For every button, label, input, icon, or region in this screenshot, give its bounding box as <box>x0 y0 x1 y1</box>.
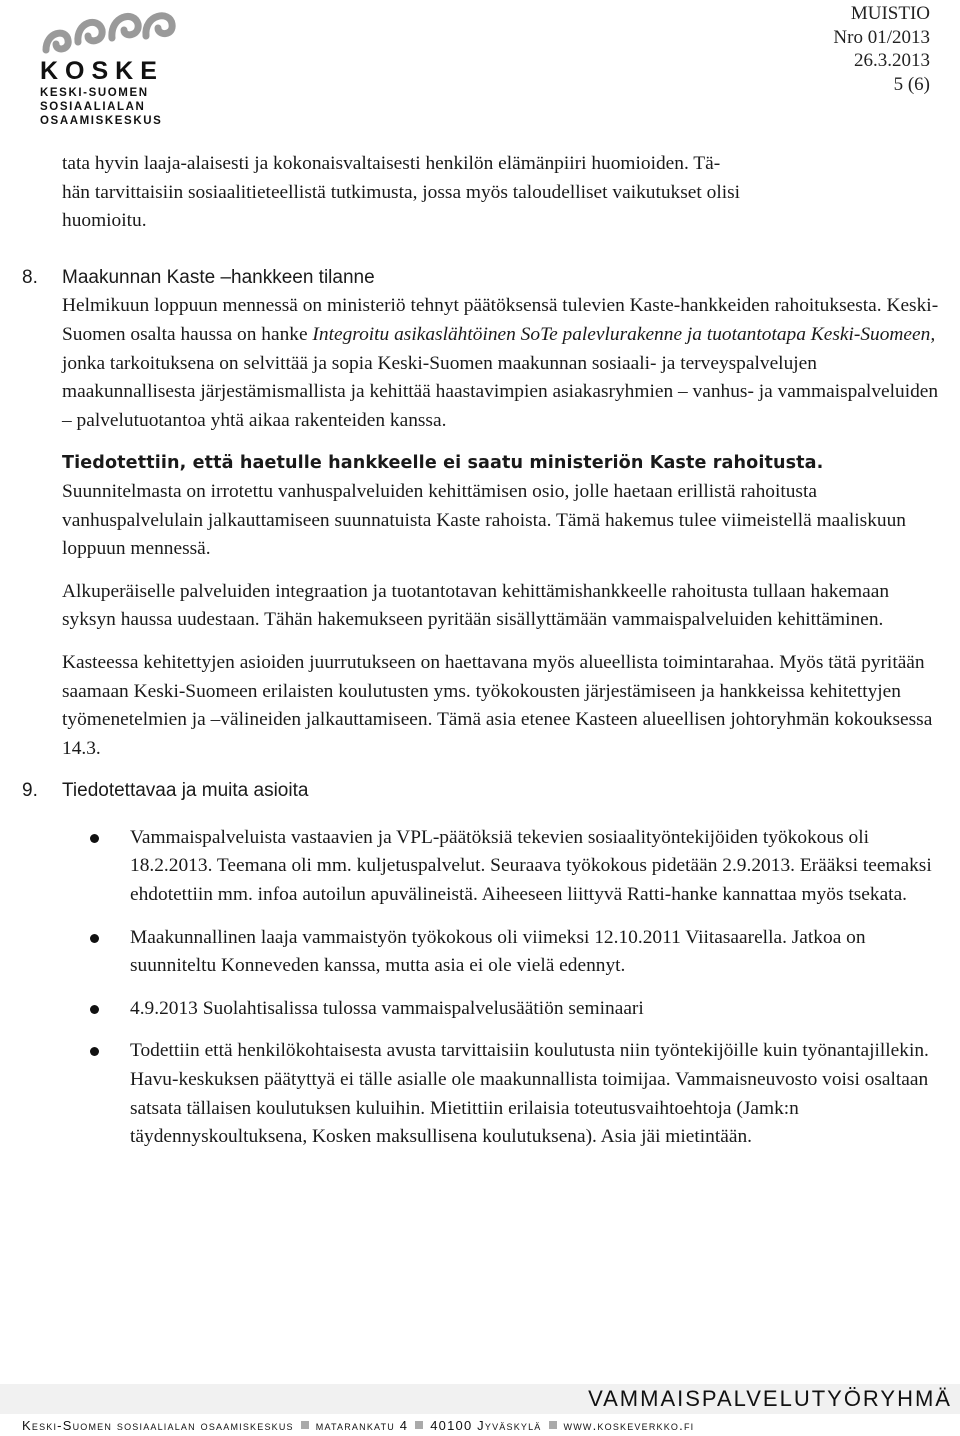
footer-city: 40100 Jyväskylä <box>430 1418 542 1433</box>
list-item-text: Maakunnallinen laaja vammaistyön työkokous oli viimeksi 12.10.2011 Viitasaarella. Jatkoa on suunniteltu Konneveden kanssa, mutta asia ei ole vielä edennyt. <box>130 926 866 977</box>
list-item-text: 4.9.2013 Suolahtisalissa tulossa vammaispalvelusäätiön seminaari <box>130 997 644 1019</box>
paragraph-text: jonka tarkoituksena on selvittää ja sopia Keski-Suomen maakunnan sosiaali- ja terveyspalvelujen maakunnallisesta järjestämismallista ja kehittää haastavimpien asiakasryhmien – vanhus- ja vammaispalveluiden – palvelutuotantoa yhtä aikaa rakenteiden kanssa. <box>62 352 939 431</box>
footer-address: matarankatu 4 <box>315 1418 409 1433</box>
section-8-paragraph-2: Suunnitelmasta on irrotettu vanhuspalveluiden kehittämisen osio, jolle haetaan erillistä rahoitusta vanhuspalvelulain jalkauttamiseen suunnatuista Kaste rahoista. Tämä hakemus tulee viimeistellä maaliskuun loppuun mennessä. <box>62 480 906 560</box>
funding-decision-statement: Tiedotettiin, että haetulle hankkeelle ei saatu ministeriön Kaste rahoitusta. <box>62 453 824 474</box>
logo-wordmark: KOSKE <box>40 57 164 85</box>
section-8-paragraph-1 <box>62 292 940 435</box>
bullet-icon <box>90 1047 99 1056</box>
list-item <box>130 995 940 1024</box>
section-8-paragraph-3: Alkuperäiselle palveluiden integraation ja tuotantotavan kehittämishankkeelle rahoitusta tullaan hakemaan syksyn haussa uudestaan. Tähän hakemukseen pyritään sisällyttämään vammaispalveluiden kehittäminen. <box>62 580 890 631</box>
logo-line-3: OSAAMISKESKUS <box>40 115 163 127</box>
text-line: hän tarvittaisiin sosiaalitieteellistä tutkimusta, jossa myös taloudelliset vaikutukset olisi <box>62 181 741 203</box>
bullet-icon <box>90 834 99 843</box>
bullet-icon <box>90 934 99 943</box>
list-item <box>130 824 940 910</box>
list-item-text: Vammaispalveluista vastaavien ja VPL-päätöksiä tekevien sosiaalityöntekijöiden työkokous oli 18.2.2013. Teemana oli mm. kuljetuspalvelut. Seuraava työkokous pidetään 2.9.2013. Erääksi teemaksi ehdotettiin mm. infoa autoilun apuvälineistä. Aiheeseen liittyvä Ratti-hanke kannattaa myös tsekata. <box>130 826 932 906</box>
logo-line-2: SOSIAALIALAN <box>40 101 146 113</box>
intro-paragraph <box>62 150 940 236</box>
section-title: Maakunnan Kaste –hankkeen tilanne <box>62 266 375 288</box>
list-item-text: Todettiin että henkilökohtaisesta avusta tarvittaisiin koulutusta niin työntekijöille kuin työnantajillekin. Havu-keskuksen päätyttyä ei tälle asialle ole maakunnallista toimijaa. Vammaisneuvosto voisi osaltaan satsata tällaisen koulutuksen kuluihin. Mietittiin erilaisia toteutusvaihtoehtoja (Jamk:n täydennyskoultuksena, Kosken maksullisena koulutuksena). Asia jäi mietintään. <box>130 1040 929 1148</box>
separator-square-icon <box>301 1421 309 1429</box>
footer-organization: Keski-Suomen sosiaalialan osaamiskeskus <box>22 1418 294 1433</box>
section-8-heading: 8. Maakunnan Kaste –hankkeen tilanne <box>22 266 375 288</box>
footer-contact-line <box>22 1418 952 1433</box>
document-header <box>833 2 930 96</box>
document-type: MUISTIO <box>850 3 930 24</box>
section-title: Tiedotettavaa ja muita asioita <box>62 780 309 802</box>
koske-logo <box>40 2 180 127</box>
document-body <box>22 150 940 1166</box>
list-item <box>130 924 940 981</box>
logo-line-1: KESKI-SUOMEN <box>40 87 149 99</box>
document-number: Nro 01/2013 <box>833 26 930 48</box>
page-number: 5 (6) <box>893 73 930 95</box>
footer-group-title: VAMMAISPALVELUTYÖRYHMÄ <box>588 1386 952 1411</box>
list-item <box>130 1037 940 1151</box>
project-name: Integroitu asikaslähtöinen SoTe palevlurakenne ja tuotantotapa Keski-Suomeen, <box>312 323 936 345</box>
announcements-list <box>62 824 940 1152</box>
spiral-ornament-icon <box>40 2 180 58</box>
footer-website: www.koskeverkko.fi <box>563 1418 695 1433</box>
separator-square-icon <box>549 1421 557 1429</box>
text-line: tata hyvin laaja-alaisesti ja kokonaisvaltaisesti henkilön elämänpiiri huomioiden. Tä- <box>62 153 721 174</box>
bullet-icon <box>90 1005 99 1014</box>
page-footer <box>0 1384 960 1436</box>
section-9-heading: 9. Tiedotettavaa ja muita asioita <box>22 780 309 802</box>
separator-square-icon <box>415 1421 423 1429</box>
text-line: huomioitu. <box>62 210 147 232</box>
section-8-paragraph-4: Kasteessa kehitettyjen asioiden juurrutukseen on haettavana myös alueellista toimintarahaa. Myös tätä pyritään saamaan Keski-Suomeen erilaisten koulutusten yms. työkokousten järjestämiseen ja hankkeissa kehitettyjen työmenetelmien ja –välineiden jalkauttamiseen. Tämä asia etenee Kasteen alueellisen johtoryhmän kokouksessa 14.3. <box>62 651 933 759</box>
document-date: 26.3.2013 <box>854 50 930 71</box>
paragraph-text: Helmikuun loppuun mennessä on ministeriö tehnyt päätöksensä tulevien Kaste-hankkeiden rahoituksesta. Keski-Suomen osalta haussa on hanke <box>62 295 939 345</box>
